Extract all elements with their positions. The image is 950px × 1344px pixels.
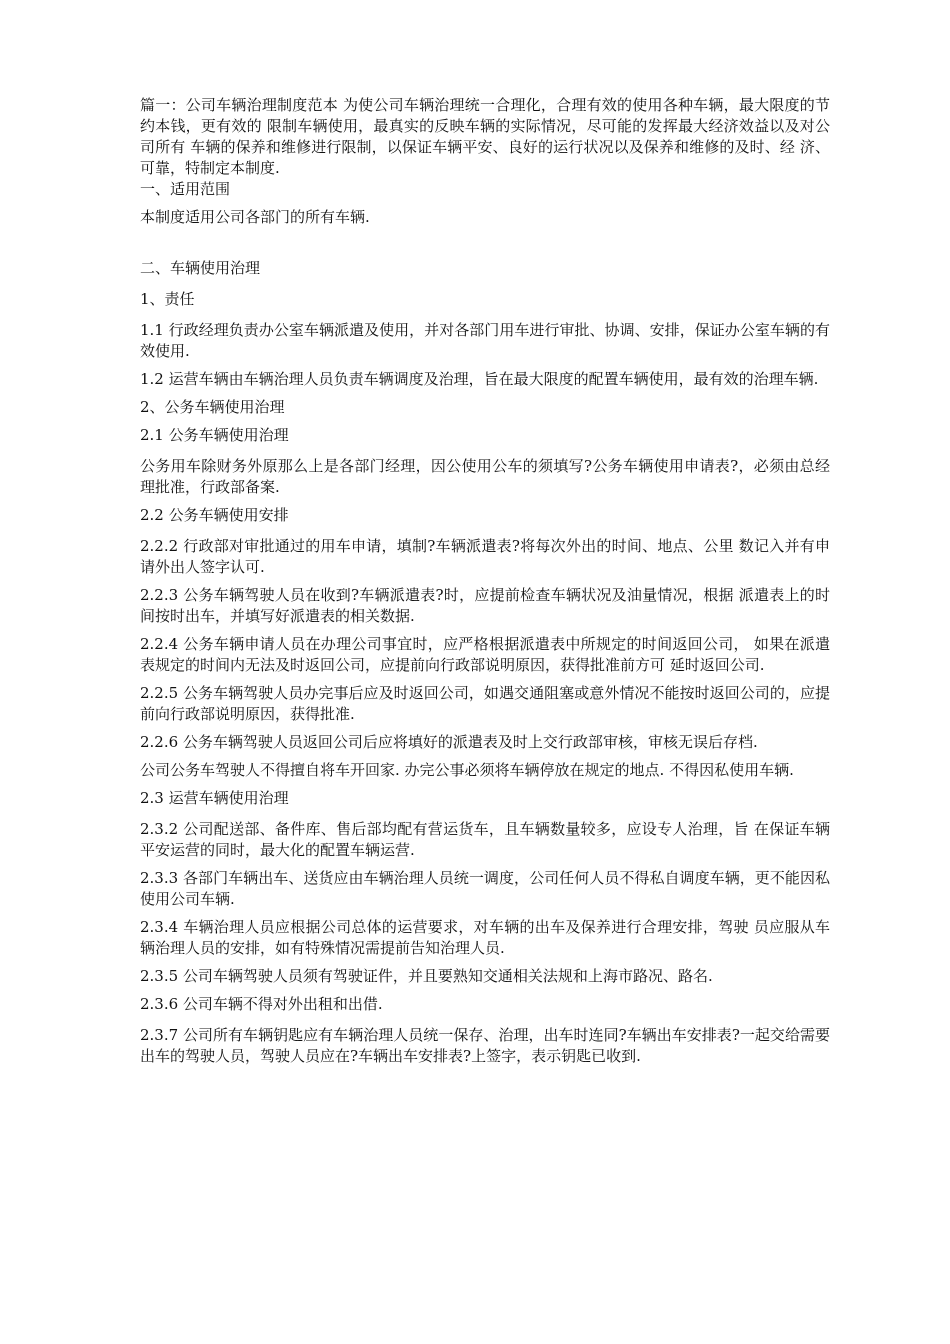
clause-2-2-5: 2.2.5 公务车辆驾驶人员办完事后应及时返回公司，如遇交通阻塞或意外情况不能按时返回公司的，应提前向行政部说明原因，获得批准. [140,684,830,723]
clause-2-3-6: 2.3.6 公司车辆不得对外出租和出借. [140,995,383,1013]
clause-2-3-2: 2.3.2 公司配送部、备件库、售后部均配有营运货车，且车辆数量较多，应设专人治理，旨 在保证车辆平安运营的同时，最大化的配置车辆运营. [140,820,830,859]
clause-2-3-7: 2.3.7 公司所有车辆钥匙应有车辆治理人员统一保存、治理，出车时连同?车辆出车安排表?一起交给需要出车的驾驶人员，驾驶人员应在?车辆出车安排表?上签字，表示钥匙已收到. [140,1026,830,1065]
clause-2-2-6: 2.2.6 公务车辆驾驶人员返回公司后应将填好的派遣表及时上交行政部审核，审核无误后存档. [140,733,758,751]
clause-1-1: 1.1 行政经理负责办公室车辆派遣及使用，并对各部门用车进行审批、协调、安排，保证办公室车辆的有效使用. [140,321,830,360]
section-2-heading: 二、车辆使用治理 [140,259,261,277]
clause-2-1-text: 公务用车除财务外原那么上是各部门经理，因公使用公车的须填写?公务车辆使用申请表?，必须由总经理批准，行政部备案. [140,457,830,496]
clause-2-2-2: 2.2.2 行政部对审批通过的用车申请，填制?车辆派遣表?将每次外出的时间、地点、公里 数记入并有申请外出人签字认可. [140,537,830,576]
section-1-heading: 一、适用范围 [140,180,231,198]
official-vehicle-note: 公司公务车驾驶人不得擅自将车开回家. 办完公事必须将车辆停放在规定的地点. 不得因私使用车辆. [140,761,794,779]
document-body [140,95,830,1067]
section-1-text: 本制度适用公司各部门的所有车辆. [140,208,370,226]
subsection-official-vehicles-heading: 2、公务车辆使用治理 [140,398,285,416]
clause-2-2-4: 2.2.4 公务车辆申请人员在办理公司事宜时，应严格根据派遣表中所规定的时间返回公司， 如果在派遣表规定的时间内无法及时返回公司，应提前向行政部说明原因，获得批准前方可 延时返回公司. [140,635,830,674]
clause-2-3-3: 2.3.3 各部门车辆出车、送货应由车辆治理人员统一调度，公司任何人员不得私自调度车辆，更不能因私使用公司车辆. [140,869,830,908]
clause-2-2-heading: 2.2 公务车辆使用安排 [140,506,289,524]
clause-2-3-heading: 2.3 运营车辆使用治理 [140,789,289,807]
subsection-responsibility-heading: 1、责任 [140,290,195,308]
clause-2-2-3: 2.2.3 公务车辆驾驶人员在收到?车辆派遣表?时，应提前检查车辆状况及油量情况，根据 派遣表上的时间按时出车，并填写好派遣表的相关数据. [140,586,830,625]
intro-paragraph: 篇一：公司车辆治理制度范本 为使公司车辆治理统一合理化，合理有效的使用各种车辆，最大限度的节约本钱，更有效的 限制车辆使用，最真实的反映车辆的实际情况，尽可能的发挥最大经济效益以及对公司所有 车辆的保养和维修进行限制，以保证车辆平安、良好的运行状况以及保养和维修的及时、经 济、可靠，特制定本制度. [140,96,830,177]
clause-2-3-5: 2.3.5 公司车辆驾驶人员须有驾驶证件，并且要熟知交通相关法规和上海市路况、路名. [140,967,713,985]
clause-2-3-4: 2.3.4 车辆治理人员应根据公司总体的运营要求，对车辆的出车及保养进行合理安排，驾驶 员应服从车辆治理人员的安排，如有特殊情况需提前告知治理人员. [140,918,830,957]
clause-1-2: 1.2 运营车辆由车辆治理人员负责车辆调度及治理，旨在最大限度的配置车辆使用，最有效的治理车辆. [140,370,819,388]
clause-2-1-heading: 2.1 公务车辆使用治理 [140,426,289,444]
